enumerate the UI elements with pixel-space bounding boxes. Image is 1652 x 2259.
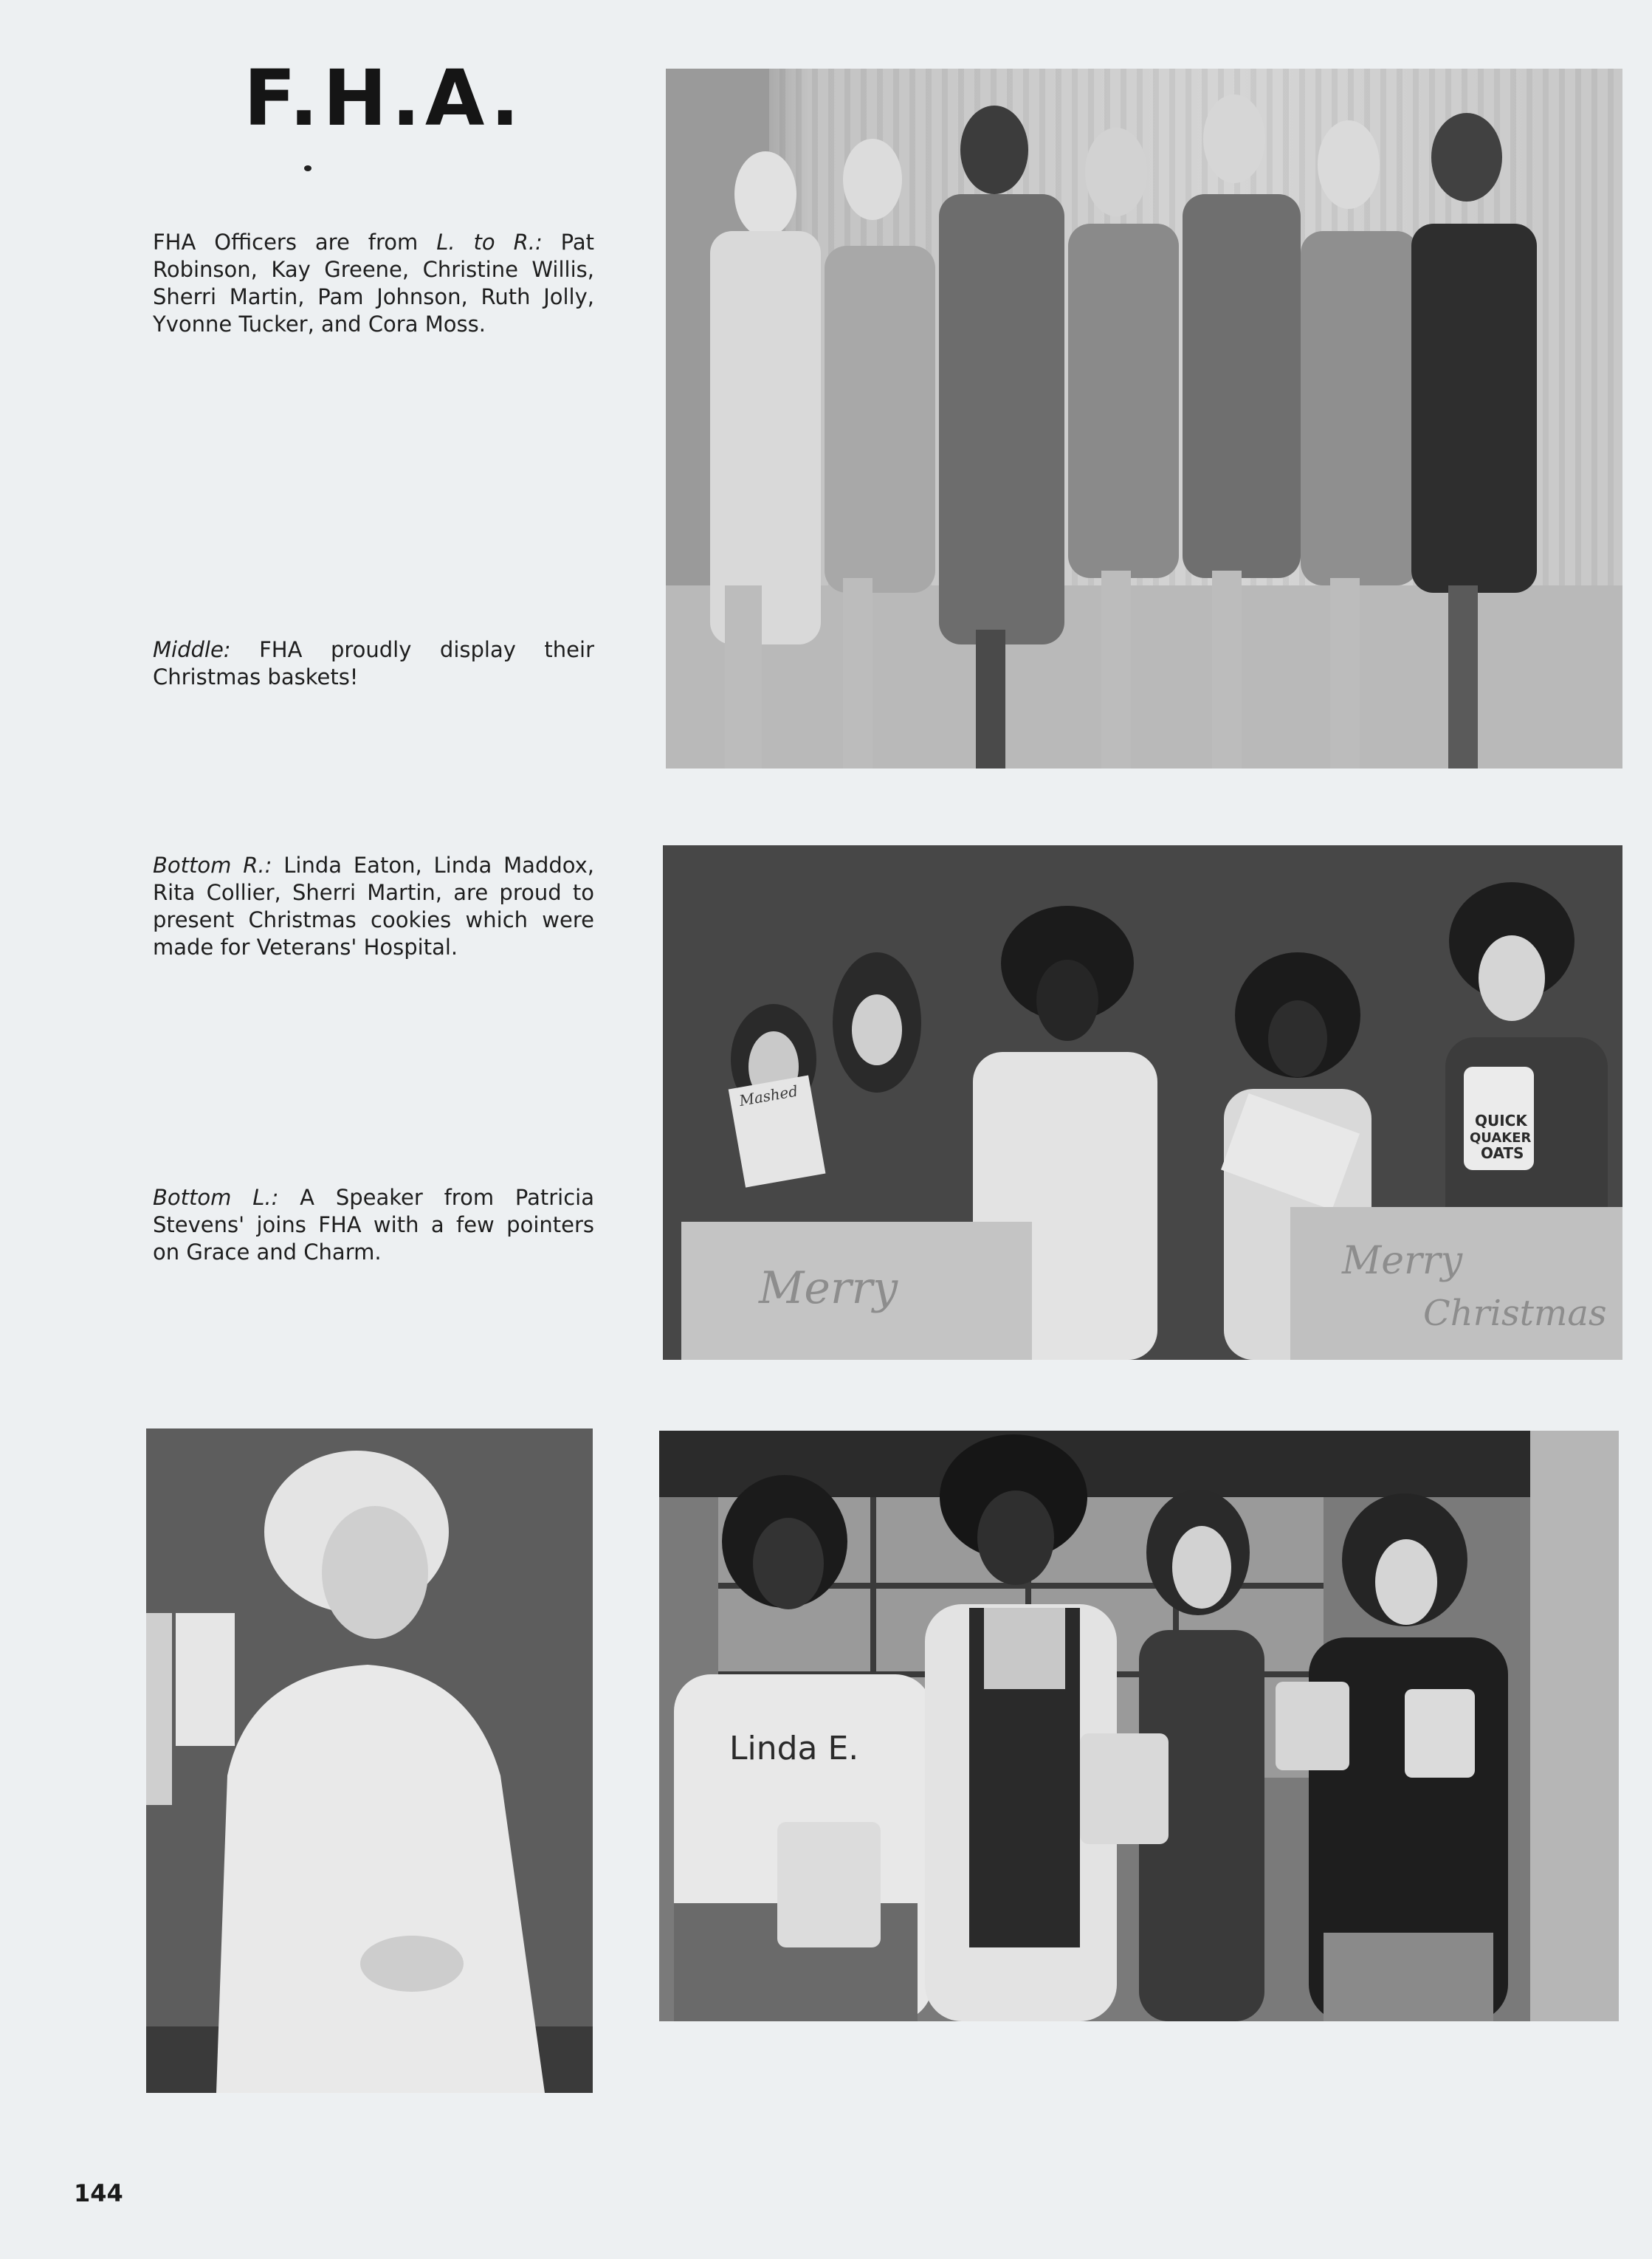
caption-officers-lead: FHA Officers are from (153, 230, 437, 255)
can-text-1: QUICK (1475, 1112, 1527, 1130)
caption-officers (153, 229, 594, 338)
caption-officers-text: Pat Robinson, Kay Greene, Christine Willis, Sherri Martin, Pam Johnson, Ruth Jolly, Yvonne Tucker, and Cora Moss. (153, 230, 594, 337)
caption-bottom-left-text: A Speaker from Patricia Stevens' joins FHA with a few pointers on Grace and Charm. (153, 1185, 594, 1265)
photo-christmas-baskets (663, 845, 1622, 1360)
photo-officers (666, 69, 1622, 769)
decorative-dot (304, 165, 312, 171)
box-right-text-2: Christmas (1423, 1293, 1607, 1334)
can-text-3: OATS (1481, 1144, 1524, 1162)
caption-bottom-right-text: Linda Eaton, Linda Maddox, Rita Collier, Sherri Martin, are proud to present Christmas cookies which were made for Veterans' Hospital. (153, 853, 594, 960)
box-label-text: Mashed (737, 1082, 799, 1110)
photo-cookies (659, 1431, 1619, 2021)
can-text-2: QUAKER (1470, 1130, 1532, 1146)
caption-middle-text: FHA proudly display their Christmas baskets! (153, 637, 594, 690)
page-number: 144 (74, 2179, 123, 2207)
page-title: F.H.A. (244, 53, 524, 143)
caption-bottom-right-label: Bottom R.: (153, 853, 272, 878)
box-left-text: Merry (759, 1262, 898, 1314)
photo-speaker (146, 1428, 593, 2093)
box-right-text-1: Merry (1342, 1239, 1463, 1283)
caption-bottom-left-label: Bottom L.: (153, 1185, 279, 1210)
caption-bottom-right (153, 852, 594, 961)
caption-middle (153, 636, 594, 691)
caption-officers-label: L. to R.: (436, 230, 543, 255)
caption-middle-label: Middle: (153, 637, 231, 662)
name-tag-text: Linda E. (729, 1730, 859, 1767)
caption-bottom-left (153, 1184, 594, 1266)
